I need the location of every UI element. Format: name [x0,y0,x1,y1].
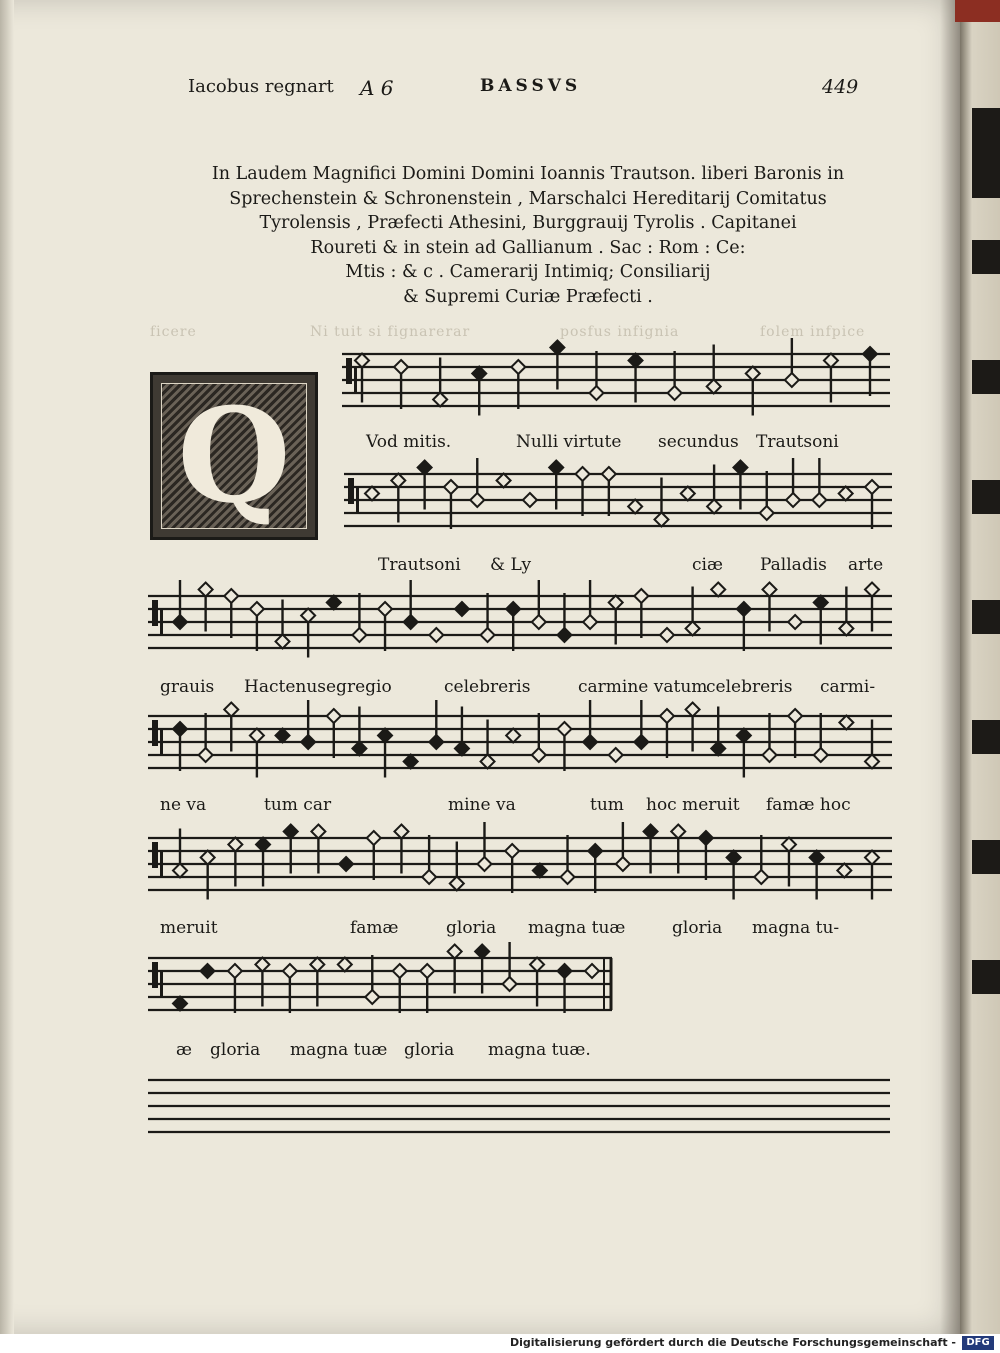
lyric: gloria [210,1040,261,1060]
dedication-line: Sprechenstein & Schronenstein , Marschalci Hereditarij Comitatus [229,188,827,209]
note-head [475,945,489,959]
note-head [583,615,597,629]
note-head [681,487,695,501]
note-head [276,729,290,743]
note-head [707,500,721,514]
note-head [355,354,369,368]
initial-letter: Q [177,379,291,532]
note-head [444,480,458,494]
note-head [173,722,187,736]
note-head [585,964,599,978]
page-number: 449 [822,76,859,98]
note-head [609,596,623,610]
note-head [785,373,799,387]
lyric: mine va [448,795,516,815]
note-head [812,493,826,507]
clef-sign [354,367,357,393]
facing-page-mark [972,108,1000,198]
note-head [378,602,392,616]
note-head [391,474,405,488]
clef-sign [160,729,163,755]
lyric: carmine vatum [578,677,708,697]
note-head [497,474,511,488]
note-head [711,742,725,756]
note-head [644,825,658,839]
note-head [583,735,597,749]
note-head [418,461,432,475]
note-head [654,513,668,527]
lyric: hoc meruit [646,795,740,815]
facing-page-mark [972,480,1000,514]
lyric: famæ [350,918,399,938]
note-head [283,964,297,978]
note-head [561,870,575,884]
note-head [450,877,464,891]
note-head [301,735,315,749]
note-head [228,964,242,978]
note-head [786,493,800,507]
note-head [200,964,214,978]
facing-page-mark [972,240,1000,274]
lyric: magna tu- [752,918,840,938]
note-head [455,602,469,616]
note-head [481,755,495,769]
lyric: gloria [446,918,497,938]
note-head [788,615,802,629]
note-head [394,360,408,374]
clef-sign [160,971,163,997]
note-head [660,628,674,642]
note-head [530,958,544,972]
note-head [576,467,590,481]
note-head [839,716,853,730]
lyric: tum car [264,795,332,815]
dedication-line: & Supremi Curiæ Præfecti . [403,286,653,307]
note-head [506,729,520,743]
lyric: magna tuæ. [488,1040,591,1060]
note-head [533,864,547,878]
lyric: celebreris [444,677,531,697]
note-head [352,628,366,642]
note-head [550,341,564,355]
note-head [754,870,768,884]
note-head [250,602,264,616]
note-head [814,748,828,762]
note-head [810,851,824,865]
dedication-line: In Laudem Magnifici Domini Domini Ioannis Trautson. liberi Baronis in [211,164,845,184]
note-head [250,729,264,743]
note-head [824,354,838,368]
facing-page-mark [972,720,1000,754]
note-head [557,628,571,642]
note-head [737,729,751,743]
note-head [327,709,341,723]
note-head [746,367,760,381]
note-head [365,487,379,501]
lyric: Vod mitis. [366,432,452,452]
note-head [588,844,602,858]
note-head [327,596,341,610]
note-head [284,825,298,839]
note-head [557,722,571,736]
note-head [699,831,713,845]
clef-sign [152,962,158,988]
note-head [671,825,685,839]
note-head [532,748,546,762]
note-head [433,393,447,407]
lyric: ne va [160,795,207,815]
note-head [865,480,879,494]
lyric: ciæ [692,555,723,575]
note-head [505,844,519,858]
note-head [199,748,213,762]
note-head [311,825,325,839]
note-head [256,838,270,852]
bleed-through-line: posfus infignia [560,324,680,340]
footer-credit: Digitalisierung gefördert durch die Deutsche Forschungsgemeinschaft - [509,1336,956,1349]
note-head [814,596,828,610]
note-head [338,958,352,972]
note-head [378,729,392,743]
note-head [511,360,525,374]
running-head-author: Iacobus regnart [188,76,334,97]
note-head [549,461,563,475]
facing-page-mark [972,840,1000,874]
clef-sign [160,851,163,877]
note-head [404,615,418,629]
note-head [472,367,486,381]
note-head [782,838,796,852]
note-head [707,380,721,394]
note-head [839,622,853,636]
book-cover-edge [955,0,1000,22]
lyric: arte [848,555,884,575]
note-head [365,990,379,1004]
note-head [737,602,751,616]
note-head [199,583,213,597]
lyric: magna tuæ [528,918,626,938]
note-head [276,635,290,649]
note-head [733,461,747,475]
note-head [393,964,407,978]
note-head [837,864,851,878]
lyric: Palladis [760,555,827,575]
bleed-through-line: ficere [150,324,197,340]
note-head [255,958,269,972]
note-head [394,825,408,839]
lyric: egregio [326,677,392,697]
note-head [310,958,324,972]
note-head [532,615,546,629]
clef-sign [346,358,352,384]
note-head [429,735,443,749]
running-head-signature: A 6 [360,76,394,100]
note-head [863,347,877,361]
bleed-through-line: folem infpice [760,324,866,340]
clef-sign [152,842,158,868]
note-head [609,748,623,762]
note-head [173,997,187,1011]
digitization-footer [0,1334,1000,1353]
note-head [589,386,603,400]
lyric: Trautsoni [378,555,461,575]
bleed-through-line: Ni tuit si fignarerar [310,324,471,340]
page-curl-shadow [940,0,962,1334]
lyric: carmi- [820,677,876,697]
note-head [602,467,616,481]
facing-page-edge [960,0,1000,1334]
note-head [634,735,648,749]
lyric: secundus [658,432,739,452]
lyric: celebreris [706,677,793,697]
note-head [173,864,187,878]
clef-sign [356,487,359,513]
lyric: famæ hoc [766,795,851,815]
clef-sign [348,478,354,504]
clef-sign [160,609,163,635]
lyric: Trautsoni [756,432,839,452]
note-head [660,709,674,723]
dedication-line: Mtis : & c . Camerarij Intimiq; Consiliarij [345,262,711,282]
note-head [616,857,630,871]
note-head [470,493,484,507]
clef-sign [152,600,158,626]
facing-page-mark [972,600,1000,634]
note-head [422,870,436,884]
dedication-line: Tyrolensis , Præfecti Athesini, Burggrauij Tyrolis . Capitanei [259,213,797,233]
note-head [367,831,381,845]
note-head [788,709,802,723]
lyric: gloria [404,1040,455,1060]
note-head [686,703,700,717]
lyric: gloria [672,918,723,938]
dfg-logo: DFG [962,1336,994,1350]
note-head [352,742,366,756]
note-head [429,628,443,642]
note-head [201,851,215,865]
note-head [404,755,418,769]
note-head [629,354,643,368]
note-head [224,703,238,717]
note-head [558,964,572,978]
note-head [686,622,700,636]
lyric: grauis [160,677,215,697]
note-head [762,583,776,597]
note-head [523,493,537,507]
note-head [224,589,238,603]
note-head [711,583,725,597]
note-head [760,506,774,520]
note-head [628,500,642,514]
dedication-line: Roureti & in stein ad Gallianum . Sac : Rom : Ce: [310,237,746,258]
note-head [668,386,682,400]
note-head [865,583,879,597]
lyric: & Ly [490,555,532,575]
note-head [503,977,517,991]
note-head [634,589,648,603]
running-head-voice: BASSVS [480,76,582,96]
note-head [455,742,469,756]
lyric: æ [176,1040,192,1060]
lyric: Hactenus [244,677,326,697]
clef-sign [152,720,158,746]
lyric: magna tuæ [290,1040,388,1060]
note-head [839,487,853,501]
note-head [506,602,520,616]
note-head [228,838,242,852]
note-head [477,857,491,871]
note-head [762,748,776,762]
note-head [301,609,315,623]
note-head [865,755,879,769]
lyric: meruit [160,918,218,938]
lyric: tum [590,795,624,815]
facing-page-mark [972,960,1000,994]
note-head [448,945,462,959]
note-head [420,964,434,978]
note-head [339,857,353,871]
note-head [865,851,879,865]
note-head [727,851,741,865]
note-head [481,628,495,642]
note-head [173,615,187,629]
lyric: Nulli virtute [516,432,622,452]
facing-page-mark [972,360,1000,394]
